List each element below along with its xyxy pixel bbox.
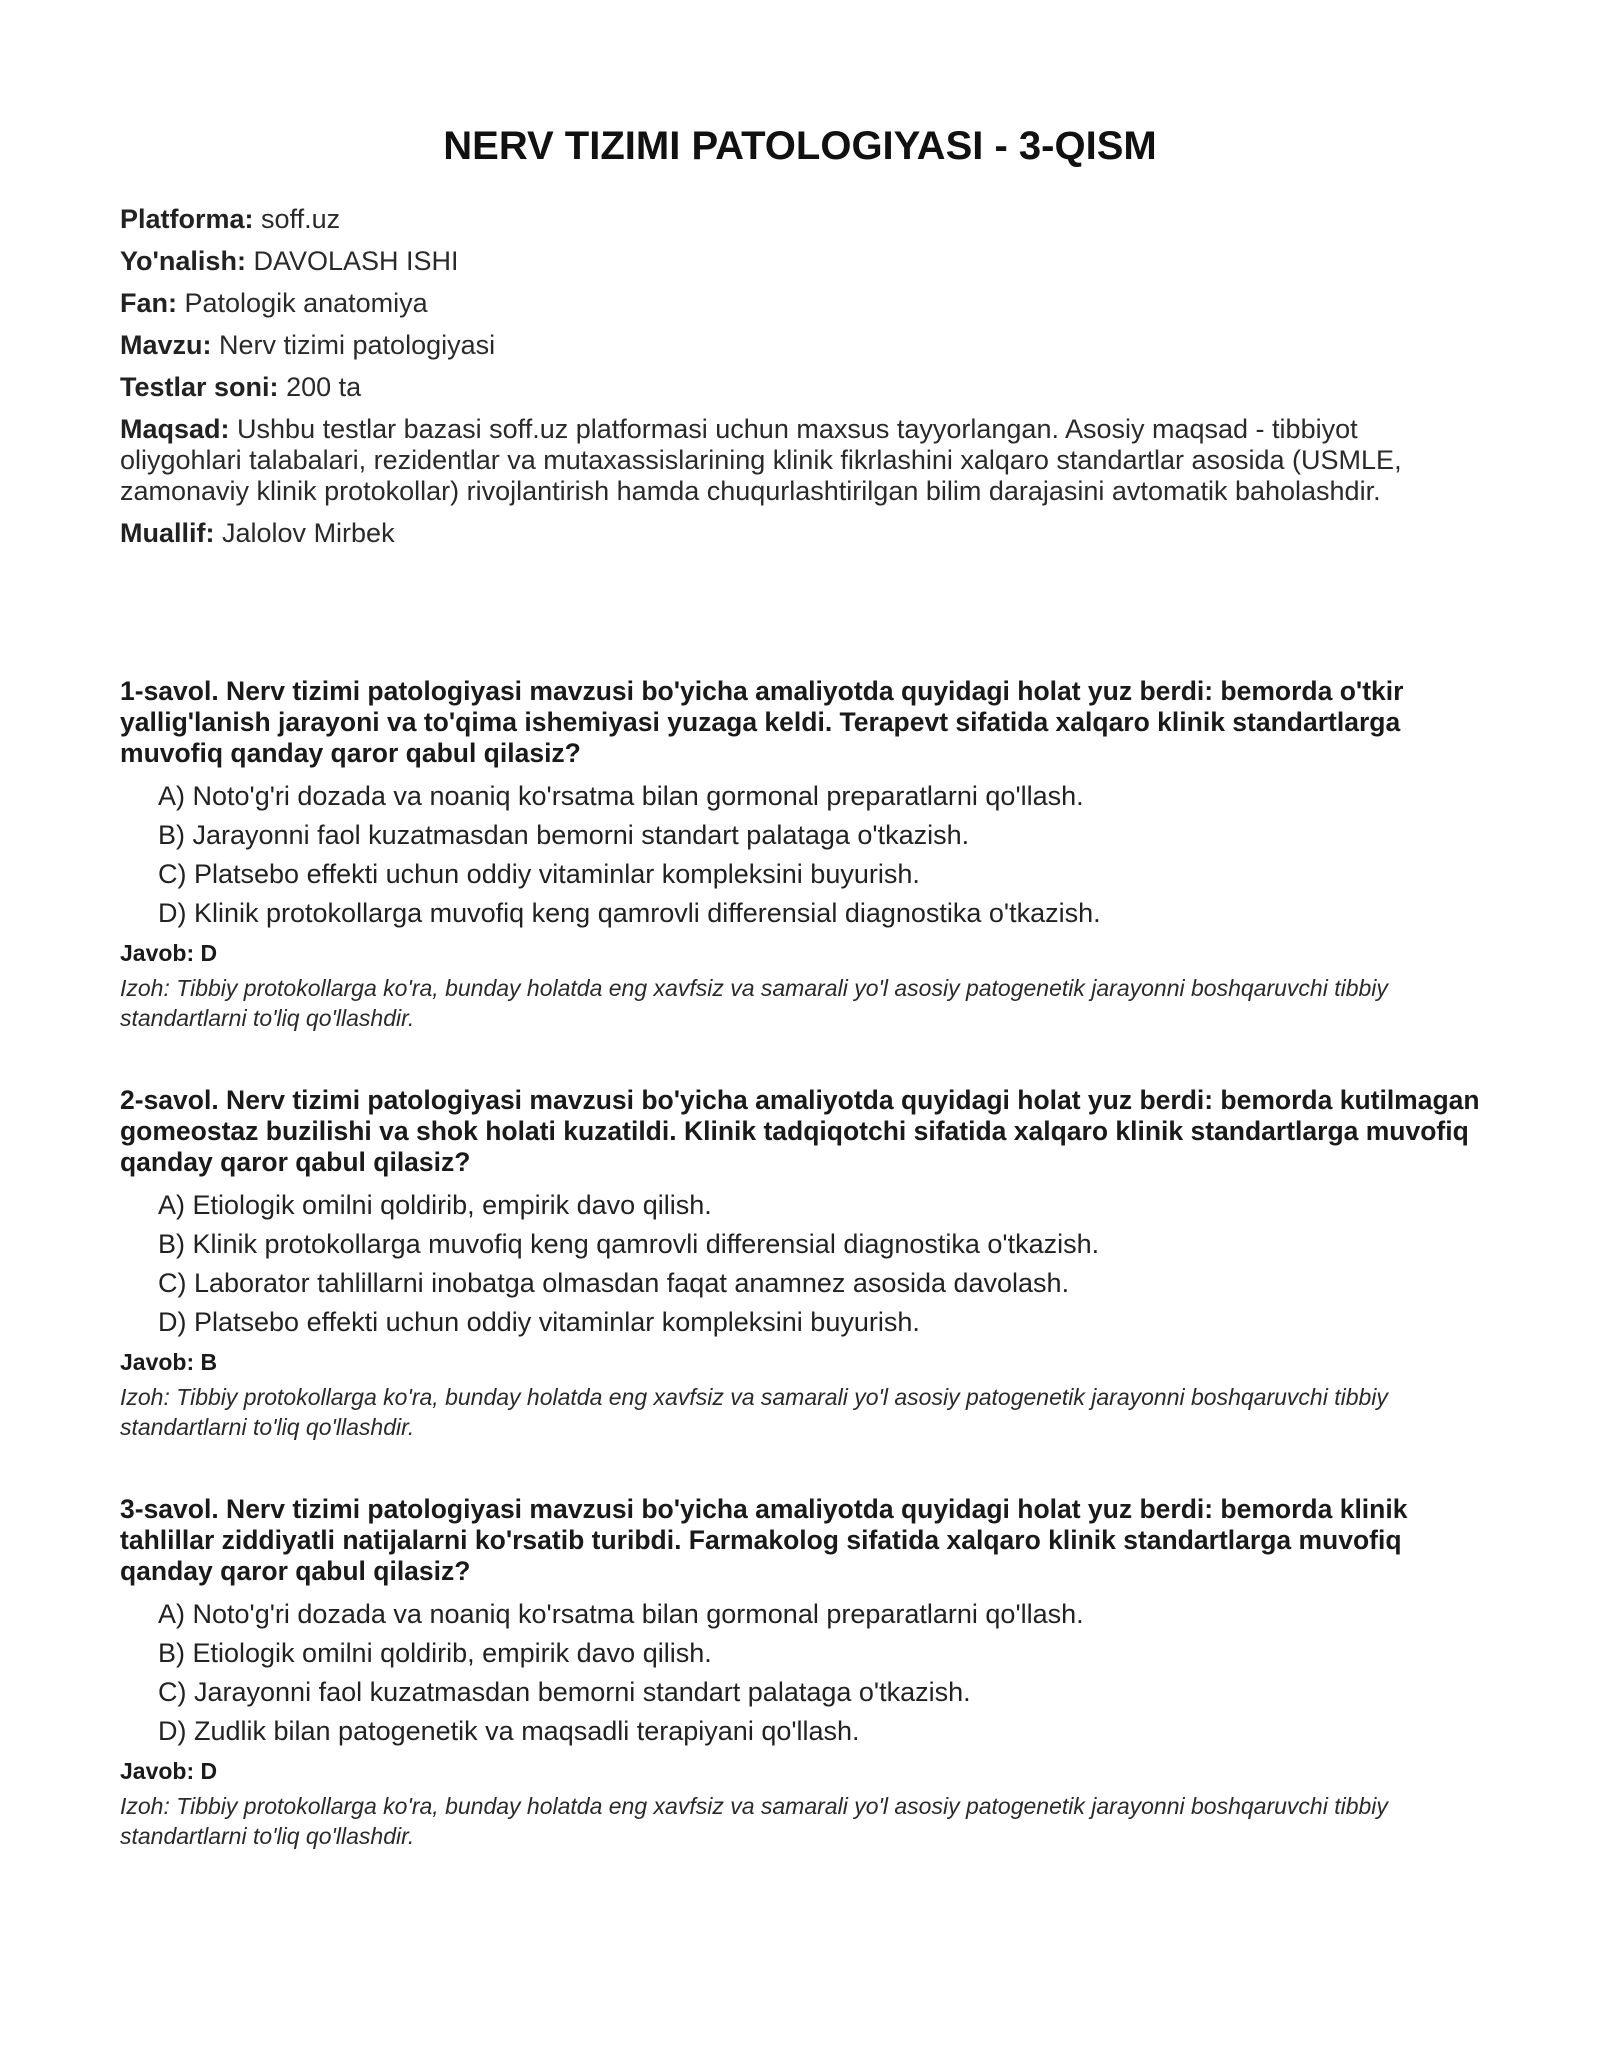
answer-key: Javob: D [120,1758,218,1784]
option-c: C) Jarayonni faol kuzatmasdan bemorni standart palataga o'tkazish. [158,1677,971,1707]
meta-value: Ushbu testlar bazasi soff.uz platformasi uchun maxsus tayyorlangan. Asosiy maqsad - tibbiyot oliygohlari talabalari, rezidentlar va mutaxassislarining klinik fikrlashini xalqaro standartlar asosida (USMLE, zamonaviy klinik protokollar) rivojlantirish hamda chuqurlashtirilgan bilim darajasini avtomatik baholashdir. [120,414,1402,506]
question-text: 2-savol. Nerv tizimi patologiyasi mavzusi bo'yicha amaliyotda quyidagi holat yuz berdi: bemorda kutilmagan gomeostaz buzilishi va shok holati kuzatildi. Klinik tadqiqotchi sifatida xalqaro klinik standartlarga muvofiq qanday qaror qabul qilasiz? [120,1085,1480,1177]
meta-label: Platforma: [120,204,254,234]
explanation-note: Izoh: Tibbiy protokollarga ko'ra, bunday holatda eng xavfsiz va samarali yo'l asosiy patogenetik jarayonni boshqaruvchi tibbiy standartlarni to'liq qo'llashdir. [120,1793,1388,1849]
question-2 [120,1085,1490,1442]
meta-value: 200 ta [286,372,362,402]
meta-label: Testlar soni: [120,372,279,402]
meta-label: Fan: [120,288,177,318]
question-1 [120,676,1490,1033]
question-3 [120,1494,1490,1851]
option-a: A) Etiologik omilni qoldirib, empirik davo qilish. [158,1190,712,1220]
question-text: 1-savol. Nerv tizimi patologiyasi mavzusi bo'yicha amaliyotda quyidagi holat yuz berdi: bemorda o'tkir yallig'lanish jarayoni va to'qima ishemiyasi yuzaga keldi. Terapevt sifatida xalqaro klinik standartlarga muvofiq qanday qaror qabul qilasiz? [120,676,1404,768]
answer-options [120,1599,1490,1747]
meta-platform [120,204,1480,235]
meta-value: Jalolov Mirbek [222,518,395,548]
explanation-note: Izoh: Tibbiy protokollarga ko'ra, bunday holatda eng xavfsiz va samarali yo'l asosiy patogenetik jarayonni boshqaruvchi tibbiy standartlarni to'liq qo'llashdir. [120,975,1388,1031]
meta-label: Yo'nalish: [120,246,246,276]
answer-key: Javob: B [120,1349,218,1375]
explanation-note: Izoh: Tibbiy protokollarga ko'ra, bunday holatda eng xavfsiz va samarali yo'l asosiy patogenetik jarayonni boshqaruvchi tibbiy standartlarni to'liq qo'llashdir. [120,1384,1388,1440]
answer-options [120,781,1490,929]
option-c: C) Platsebo effekti uchun oddiy vitaminlar kompleksini buyurish. [158,859,920,889]
meta-label: Mavzu: [120,330,212,360]
document-title: NERV TIZIMI PATOLOGIYASI - 3-QISM [443,124,1157,168]
option-d: D) Zudlik bilan patogenetik va maqsadli terapiyani qo'llash. [158,1716,860,1746]
option-d: D) Klinik protokollarga muvofiq keng qamrovli differensial diagnostika o'tkazish. [158,898,1101,928]
question-text: 3-savol. Nerv tizimi patologiyasi mavzusi bo'yicha amaliyotda quyidagi holat yuz berdi: bemorda klinik tahlillar ziddiyatli natijalarni ko'rsatib turibdi. Farmakolog sifatida xalqaro klinik standartlarga muvofiq qanday qaror qabul qilasiz? [120,1494,1408,1586]
option-d: D) Platsebo effekti uchun oddiy vitaminlar kompleksini buyurish. [158,1307,920,1337]
meta-value: Nerv tizimi patologiyasi [219,330,496,360]
option-b: B) Etiologik omilni qoldirib, empirik davo qilish. [158,1638,712,1668]
option-c: C) Laborator tahlillarni inobatga olmasdan faqat anamnez asosida davolash. [158,1268,1070,1298]
option-b: B) Klinik protokollarga muvofiq keng qamrovli differensial diagnostika o'tkazish. [158,1229,1100,1259]
answer-options [120,1190,1490,1338]
meta-test-count [120,372,1480,403]
meta-label: Muallif: [120,518,215,548]
option-a: A) Noto'g'ri dozada va noaniq ko'rsatma bilan gormonal preparatlarni qo'llash. [158,1599,1084,1629]
option-a: A) Noto'g'ri dozada va noaniq ko'rsatma bilan gormonal preparatlarni qo'llash. [158,781,1084,811]
meta-label: Maqsad: [120,414,230,444]
option-b: B) Jarayonni faol kuzatmasdan bemorni standart palataga o'tkazish. [158,820,970,850]
meta-topic [120,330,1480,361]
meta-author [120,518,1480,549]
meta-subject [120,288,1480,319]
meta-purpose [120,414,1480,507]
meta-value: soff.uz [261,204,341,234]
document-metadata [120,204,1480,560]
meta-value: Patologik anatomiya [184,288,428,318]
meta-value: DAVOLASH ISHI [253,246,459,276]
answer-key: Javob: D [120,940,218,966]
meta-direction [120,246,1480,277]
